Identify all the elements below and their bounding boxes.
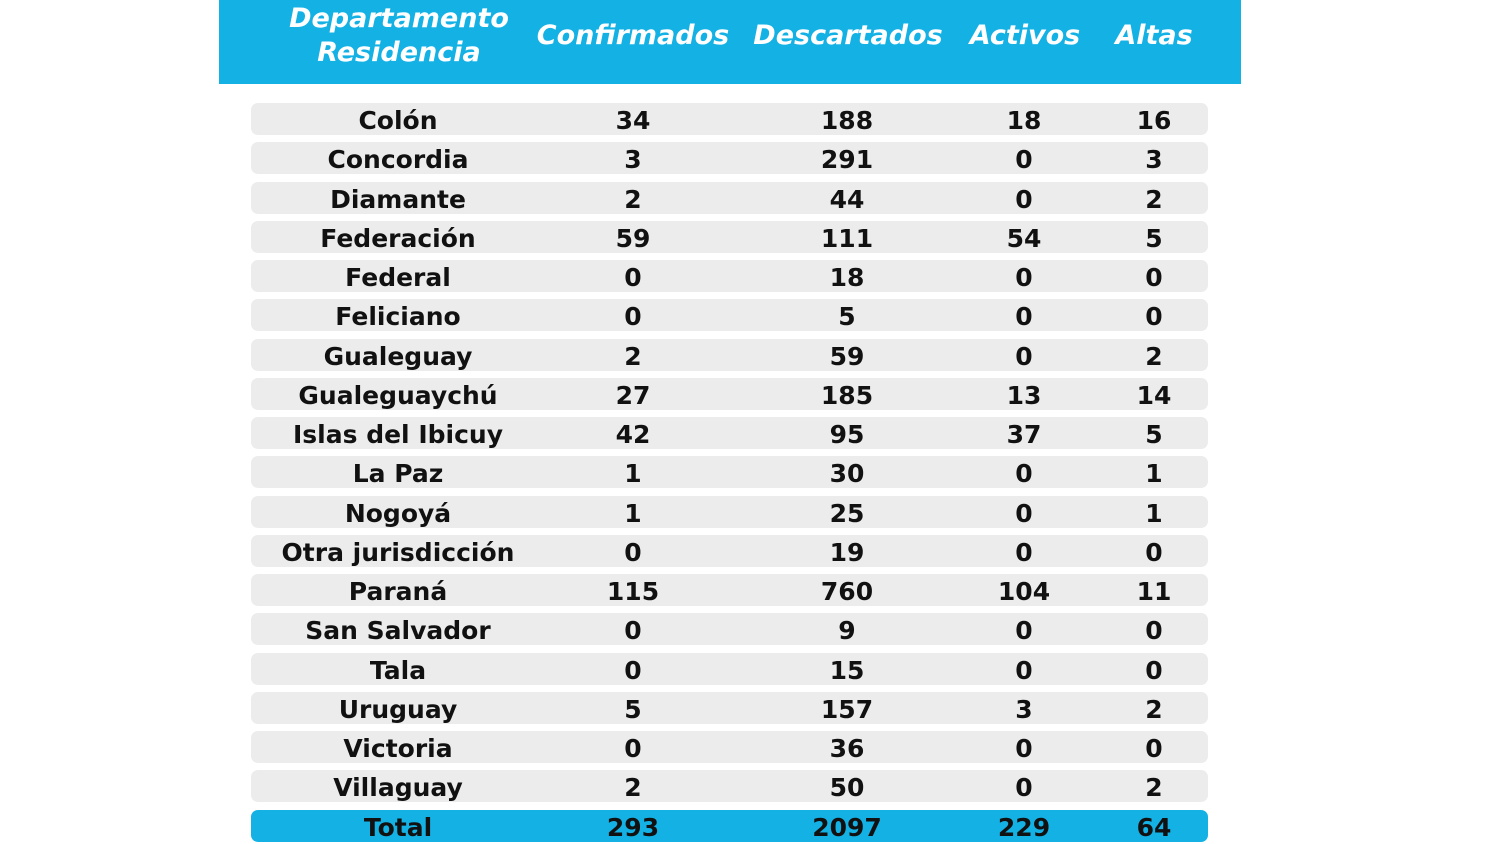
cell-altas: 2 xyxy=(1145,184,1163,214)
table-row xyxy=(251,417,1208,449)
cell-altas: 0 xyxy=(1145,263,1163,292)
cell-descartados: 95 xyxy=(829,420,865,449)
cell-departamento: Paraná xyxy=(348,577,448,606)
cell-altas: 0 xyxy=(1145,537,1163,567)
cell-confirmados: 34 xyxy=(615,106,651,135)
cell-altas: 2 xyxy=(1145,341,1163,371)
cell-descartados: 59 xyxy=(829,341,865,371)
cell-confirmados: 1 xyxy=(624,459,642,489)
cell-departamento: Total xyxy=(363,812,433,842)
cell-confirmados: 115 xyxy=(606,577,660,606)
table-row xyxy=(251,731,1208,763)
cell-altas: 0 xyxy=(1145,302,1163,332)
table-row xyxy=(251,496,1208,528)
cell-activos: 0 xyxy=(1015,498,1033,528)
cell-activos: 0 xyxy=(1015,537,1033,567)
cell-confirmados: 2 xyxy=(624,184,642,214)
cell-descartados: 185 xyxy=(820,380,874,410)
cell-departamento: Feliciano xyxy=(335,302,461,332)
cell-activos: 37 xyxy=(1006,420,1042,449)
cell-altas: 5 xyxy=(1145,420,1163,449)
cell-altas: 14 xyxy=(1136,380,1172,410)
cell-departamento: Gualeguay xyxy=(323,341,473,371)
cell-confirmados: 27 xyxy=(615,380,651,410)
cell-departamento: Federal xyxy=(345,263,451,292)
cell-confirmados: 2 xyxy=(624,773,642,803)
cell-activos: 0 xyxy=(1015,616,1033,646)
header-activos: Activos xyxy=(969,20,1081,51)
table-row xyxy=(251,260,1208,292)
header-confirmados: Confirmados xyxy=(536,20,730,51)
table-row xyxy=(251,456,1208,488)
header-descartados: Descartados xyxy=(753,20,943,51)
cell-activos: 229 xyxy=(997,812,1051,842)
header-departamento xyxy=(254,0,544,72)
cell-departamento: Nogoyá xyxy=(344,498,452,528)
cell-altas: 64 xyxy=(1136,812,1172,842)
cell-descartados: 9 xyxy=(838,616,856,646)
table-row xyxy=(251,103,1208,135)
cell-departamento: Islas del Ibicuy xyxy=(292,420,503,449)
cell-activos: 0 xyxy=(1015,341,1033,371)
table-row xyxy=(251,142,1208,174)
cell-altas: 2 xyxy=(1145,773,1163,803)
cell-descartados: 18 xyxy=(829,263,865,292)
cell-descartados: 111 xyxy=(820,223,874,253)
cell-descartados: 25 xyxy=(829,498,865,528)
cell-altas: 0 xyxy=(1145,655,1163,685)
table-total-row xyxy=(251,810,1208,842)
cell-departamento: San Salvador xyxy=(305,616,491,646)
cell-descartados: 19 xyxy=(829,537,865,567)
cell-altas: 1 xyxy=(1145,498,1163,528)
table-row xyxy=(251,770,1208,802)
cell-altas: 11 xyxy=(1136,577,1172,606)
cell-descartados: 760 xyxy=(820,577,874,606)
cell-departamento: Tala xyxy=(369,655,427,685)
cell-departamento: Colón xyxy=(358,106,438,135)
cell-activos: 0 xyxy=(1015,302,1033,332)
table-row xyxy=(251,378,1208,410)
cell-confirmados: 0 xyxy=(624,302,642,332)
cell-descartados: 44 xyxy=(829,184,865,214)
table-row xyxy=(251,339,1208,371)
cell-descartados: 50 xyxy=(829,773,865,803)
cell-confirmados: 0 xyxy=(624,616,642,646)
cell-altas: 0 xyxy=(1145,616,1163,646)
cell-confirmados: 0 xyxy=(624,734,642,763)
cell-descartados: 188 xyxy=(820,106,874,135)
cell-departamento: Diamante xyxy=(330,184,466,214)
cell-descartados: 2097 xyxy=(812,812,882,842)
cell-confirmados: 0 xyxy=(624,655,642,685)
cell-descartados: 291 xyxy=(820,145,874,175)
table-row xyxy=(251,692,1208,724)
table-body xyxy=(251,103,1208,842)
cell-descartados: 5 xyxy=(838,302,856,332)
cell-activos: 3 xyxy=(1015,694,1033,724)
cell-descartados: 36 xyxy=(829,734,865,763)
cell-confirmados: 2 xyxy=(624,341,642,371)
cell-activos: 0 xyxy=(1015,145,1033,175)
cell-activos: 0 xyxy=(1015,459,1033,489)
table-row xyxy=(251,221,1208,253)
cell-confirmados: 3 xyxy=(624,145,642,175)
table-row xyxy=(251,613,1208,645)
cell-altas: 2 xyxy=(1145,694,1163,724)
cell-confirmados: 5 xyxy=(624,694,642,724)
cell-confirmados: 293 xyxy=(606,812,660,842)
cell-departamento: Federación xyxy=(320,223,476,253)
table-row xyxy=(251,299,1208,331)
cell-activos: 0 xyxy=(1015,655,1033,685)
cell-departamento: Uruguay xyxy=(338,694,458,724)
table-row xyxy=(251,182,1208,214)
cell-activos: 104 xyxy=(997,577,1051,606)
cell-departamento: Victoria xyxy=(343,734,453,763)
cell-confirmados: 42 xyxy=(615,420,651,449)
cell-departamento: Concordia xyxy=(327,145,469,175)
cell-activos: 0 xyxy=(1015,734,1033,763)
cell-activos: 0 xyxy=(1015,184,1033,214)
cell-descartados: 157 xyxy=(820,694,874,724)
cell-confirmados: 59 xyxy=(615,223,651,253)
table-row xyxy=(251,574,1208,606)
cell-altas: 3 xyxy=(1145,145,1163,175)
header-departamento-line-2: Residencia xyxy=(317,37,481,68)
cell-descartados: 30 xyxy=(829,459,865,489)
cell-departamento: Otra jurisdicción xyxy=(281,537,515,567)
cell-activos: 0 xyxy=(1015,263,1033,292)
cell-altas: 16 xyxy=(1136,106,1172,135)
cell-altas: 0 xyxy=(1145,734,1163,763)
cell-activos: 54 xyxy=(1006,223,1042,253)
cell-altas: 1 xyxy=(1145,459,1163,489)
header-departamento-line-1: Departamento xyxy=(289,3,509,34)
cell-confirmados: 0 xyxy=(624,537,642,567)
cell-descartados: 15 xyxy=(829,655,865,685)
cell-activos: 18 xyxy=(1006,106,1042,135)
table-row xyxy=(251,535,1208,567)
cell-activos: 0 xyxy=(1015,773,1033,803)
cell-altas: 5 xyxy=(1145,223,1163,253)
table-row xyxy=(251,653,1208,685)
cell-activos: 13 xyxy=(1006,380,1042,410)
cell-departamento: La Paz xyxy=(352,459,444,489)
cell-confirmados: 1 xyxy=(624,498,642,528)
cell-departamento: Gualeguaychú xyxy=(298,380,498,410)
cell-confirmados: 0 xyxy=(624,263,642,292)
header-altas: Altas xyxy=(1115,20,1193,51)
cell-departamento: Villaguay xyxy=(333,773,463,803)
